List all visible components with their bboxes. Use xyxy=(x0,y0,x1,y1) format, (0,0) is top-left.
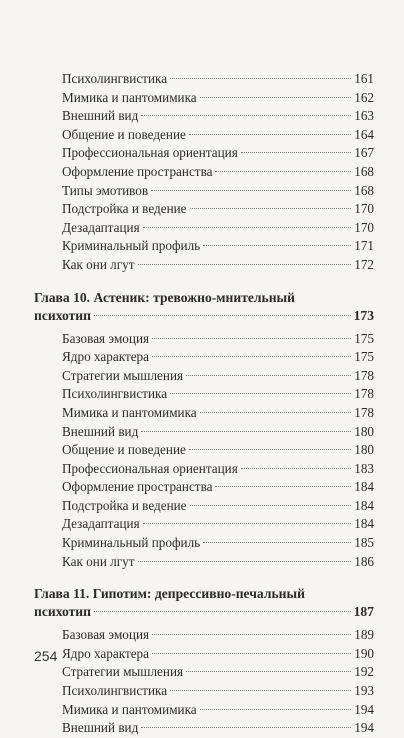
toc-entry-label: Психолингвистика xyxy=(62,386,168,402)
toc-entry-label: Ядро характера xyxy=(62,349,150,365)
dot-leader xyxy=(215,486,351,487)
toc-entry-page: 167 xyxy=(354,145,374,161)
toc-entry[interactable] xyxy=(34,182,374,201)
dot-leader xyxy=(190,505,352,506)
dot-leader xyxy=(170,393,351,394)
toc-entry[interactable] xyxy=(34,460,374,479)
dot-leader xyxy=(138,561,352,562)
toc-entry-page: 168 xyxy=(354,163,374,179)
dot-leader xyxy=(186,375,351,376)
toc-entry-page: 178 xyxy=(354,367,374,383)
dot-leader xyxy=(200,709,352,710)
toc-entry[interactable] xyxy=(34,256,374,275)
dot-leader xyxy=(189,449,351,450)
page-number: 254 xyxy=(34,648,58,664)
toc-entry-label: Профессиональная ориентация xyxy=(62,145,238,161)
toc-entry-page: 161 xyxy=(354,71,374,86)
toc-entry-label: Профессиональная ориентация xyxy=(62,460,238,476)
toc-entry-page: 162 xyxy=(354,89,374,105)
toc-entry-label: Криминальный профиль xyxy=(62,535,201,551)
dot-leader xyxy=(203,542,351,543)
dot-leader xyxy=(151,190,351,191)
dot-leader xyxy=(190,208,352,209)
toc-entry-page: 164 xyxy=(354,126,374,142)
chapter-page: 173 xyxy=(353,307,374,323)
toc-entry-page: 178 xyxy=(354,404,374,420)
chapter-10-heading[interactable] xyxy=(34,289,374,325)
toc-entry-label: Стратегии мышления xyxy=(62,664,184,680)
toc-entry-page: 175 xyxy=(354,330,374,346)
toc-entry[interactable] xyxy=(34,348,374,367)
dot-leader xyxy=(152,356,351,357)
toc-entry[interactable] xyxy=(34,126,374,145)
section-prev-items xyxy=(34,70,374,275)
dot-leader xyxy=(241,152,351,153)
toc-entry[interactable] xyxy=(34,144,374,163)
toc-entry[interactable] xyxy=(34,663,374,682)
toc-entry-page: 184 xyxy=(354,497,374,513)
toc-entry-label: Как они лгут xyxy=(62,553,135,569)
toc-entry[interactable] xyxy=(34,719,374,738)
toc-entry-page: 193 xyxy=(354,683,374,699)
toc-entry-label: Как они лгут xyxy=(62,256,135,272)
toc-entry-label: Базовая эмоция xyxy=(62,627,150,643)
toc-entry-page: 170 xyxy=(354,201,374,217)
toc-entry-page: 163 xyxy=(354,108,374,124)
toc-entry-page: 180 xyxy=(354,423,374,439)
toc-entry-page: 194 xyxy=(354,720,374,736)
toc-entry-label: Внешний вид xyxy=(62,108,139,124)
toc-entry-label: Дезадаптация xyxy=(62,219,140,235)
dot-leader xyxy=(170,78,351,79)
toc-entry[interactable] xyxy=(34,441,374,460)
toc-entry-label: Психолингвистика xyxy=(62,71,168,86)
chapter-title-line2: психотип xyxy=(34,604,91,620)
dot-leader xyxy=(203,245,351,246)
toc-entry[interactable] xyxy=(34,200,374,219)
toc-entry[interactable] xyxy=(34,682,374,701)
toc-entry-label: Психолингвистика xyxy=(62,683,168,699)
toc-entry-label: Оформление пространства xyxy=(62,479,213,495)
toc-entry-label: Мимика и пантомимика xyxy=(62,404,197,420)
dot-leader xyxy=(215,171,351,172)
toc-entry[interactable] xyxy=(34,553,374,572)
toc-entry-label: Подстройка и ведение xyxy=(62,497,187,513)
toc-entry[interactable] xyxy=(34,626,374,645)
toc-entry[interactable] xyxy=(34,107,374,126)
dot-leader xyxy=(143,523,352,524)
toc-entry-page: 178 xyxy=(354,386,374,402)
toc-entry-page: 171 xyxy=(354,238,374,254)
toc-entry-page: 190 xyxy=(354,645,374,661)
toc-entry[interactable] xyxy=(34,478,374,497)
toc-entry-label: Мимика и пантомимика xyxy=(62,701,197,717)
dot-leader xyxy=(152,338,351,339)
chapter-title-line1: Глава 11. Гипотим: депрессивно-печальный xyxy=(34,586,305,602)
toc-entry-page: 192 xyxy=(354,664,374,680)
toc-entry-page: 184 xyxy=(354,479,374,495)
toc-entry-page: 170 xyxy=(354,219,374,235)
dot-leader xyxy=(141,727,351,728)
toc-entry[interactable] xyxy=(34,385,374,404)
dot-leader xyxy=(241,468,351,469)
toc-entry[interactable] xyxy=(34,330,374,349)
dot-leader xyxy=(189,134,351,135)
dot-leader xyxy=(170,690,351,691)
dot-leader xyxy=(186,671,351,672)
chapter-page: 187 xyxy=(353,604,374,620)
dot-leader xyxy=(141,431,351,432)
dot-leader xyxy=(143,227,352,228)
toc-entry-page: 168 xyxy=(354,182,374,198)
toc-entry-label: Типы эмотивов xyxy=(62,182,149,198)
dot-leader xyxy=(152,653,351,654)
toc-entry-page: 186 xyxy=(354,553,374,569)
chapter-11-heading[interactable] xyxy=(34,585,374,621)
toc-entry-label: Дезадаптация xyxy=(62,516,140,532)
toc-entry-page: 175 xyxy=(354,349,374,365)
toc-entry-label: Ядро характера xyxy=(62,645,150,661)
toc-entry-page: 189 xyxy=(354,627,374,643)
chapter-11-items xyxy=(34,626,374,738)
toc-entry[interactable] xyxy=(34,219,374,238)
dot-leader xyxy=(94,315,351,316)
toc-entry-page: 180 xyxy=(354,442,374,458)
toc-entry-label: Общение и поведение xyxy=(62,442,186,458)
toc-entry[interactable] xyxy=(34,534,374,553)
dot-leader xyxy=(141,115,351,116)
toc-entry[interactable] xyxy=(34,645,374,664)
toc-entry-label: Криминальный профиль xyxy=(62,238,201,254)
toc-entry-page: 184 xyxy=(354,516,374,532)
dot-leader xyxy=(200,412,352,413)
dot-leader xyxy=(94,611,351,612)
chapter-10-items xyxy=(34,330,374,572)
dot-leader xyxy=(200,97,352,98)
toc-entry-page: 194 xyxy=(354,701,374,717)
toc-entry-label: Подстройка и ведение xyxy=(62,201,187,217)
toc-entry-label: Стратегии мышления xyxy=(62,367,184,383)
toc-entry-page: 183 xyxy=(354,460,374,476)
table-of-contents xyxy=(34,70,374,738)
toc-entry[interactable] xyxy=(34,404,374,423)
toc-entry-page: 185 xyxy=(354,535,374,551)
toc-entry-label: Мимика и пантомимика xyxy=(62,89,197,105)
toc-entry-label: Оформление пространства xyxy=(62,163,213,179)
toc-entry[interactable] xyxy=(34,163,374,182)
toc-entry[interactable] xyxy=(34,515,374,534)
toc-entry[interactable] xyxy=(34,70,374,89)
toc-entry-label: Общение и поведение xyxy=(62,126,186,142)
toc-entry-label: Внешний вид xyxy=(62,720,139,736)
toc-entry[interactable] xyxy=(34,423,374,442)
chapter-title-line2: психотип xyxy=(34,307,91,323)
chapter-title-line1: Глава 10. Астеник: тревожно-мнительный xyxy=(34,289,295,305)
toc-entry[interactable] xyxy=(34,497,374,516)
toc-entry[interactable] xyxy=(34,701,374,720)
dot-leader xyxy=(138,264,352,265)
dot-leader xyxy=(152,634,351,635)
toc-entry[interactable] xyxy=(34,367,374,386)
toc-entry[interactable] xyxy=(34,237,374,256)
toc-entry[interactable] xyxy=(34,89,374,108)
toc-entry-label: Базовая эмоция xyxy=(62,330,150,346)
toc-entry-page: 172 xyxy=(354,256,374,272)
toc-entry-label: Внешний вид xyxy=(62,423,139,439)
